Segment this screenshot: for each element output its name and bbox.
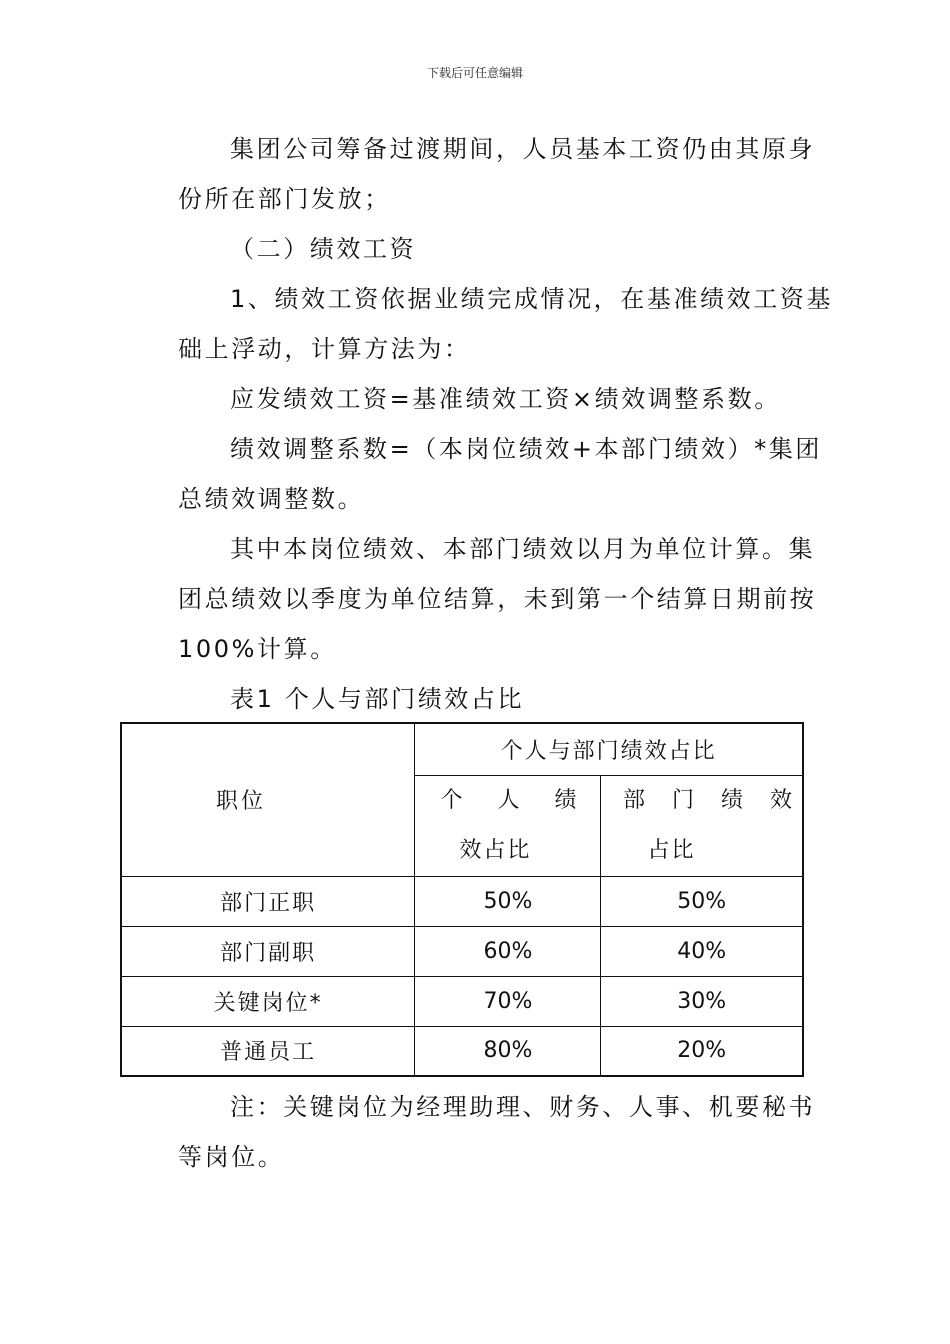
cell-dept-ratio: 20% xyxy=(601,1026,803,1076)
column-header-position: 职位 xyxy=(121,723,415,876)
cell-personal-ratio: 50% xyxy=(415,876,601,926)
column-header-dept xyxy=(601,775,803,876)
performance-ratio-table xyxy=(120,722,804,1077)
paragraph-line: 团总绩效以季度为单位结算，未到第一个结算日期前按 xyxy=(178,585,817,613)
table-row xyxy=(121,1026,803,1076)
paragraph-line: 其中本岗位绩效、本部门绩效以月为单位计算。集 xyxy=(230,535,816,563)
cell-personal-ratio: 80% xyxy=(415,1026,601,1076)
cell-position: 部门副职 xyxy=(121,926,415,976)
cell-dept-ratio: 40% xyxy=(601,926,803,976)
paragraph-line: 集团公司筹备过渡期间，人员基本工资仍由其原身 xyxy=(230,135,816,163)
cell-personal-ratio: 70% xyxy=(415,976,601,1026)
paragraph-line: 1、绩效工资依据业绩完成情况，在基准绩效工资基 xyxy=(230,285,834,313)
note-line: 注：关键岗位为经理助理、财务、人事、机要秘书 xyxy=(230,1093,816,1121)
column-header-personal xyxy=(415,775,601,876)
formula-line: 总绩效调整数。 xyxy=(178,485,365,513)
column-header-dept-line1: 部 门 绩 效 xyxy=(623,787,802,813)
formula-line: 绩效调整系数=（本岗位绩效+本部门绩效）*集团 xyxy=(230,435,823,463)
table-row xyxy=(121,926,803,976)
note-line: 等岗位。 xyxy=(178,1143,285,1171)
formula-line: 应发绩效工资=基准绩效工资×绩效调整系数。 xyxy=(230,385,781,413)
paragraph-line: 份所在部门发放； xyxy=(178,185,391,213)
page-header: 下载后可任意编辑 xyxy=(426,66,523,80)
section-heading: （二）绩效工资 xyxy=(230,235,417,263)
group-header-ratio: 个人与部门绩效占比 xyxy=(415,723,803,775)
paragraph-line: 100%计算。 xyxy=(178,635,337,663)
cell-personal-ratio: 60% xyxy=(415,926,601,976)
cell-position: 普通员工 xyxy=(121,1026,415,1076)
cell-dept-ratio: 30% xyxy=(601,976,803,1026)
cell-position: 关键岗位* xyxy=(121,976,415,1026)
cell-dept-ratio: 50% xyxy=(601,876,803,926)
column-header-dept-line2: 占比 xyxy=(647,837,696,863)
table-caption: 表1 个人与部门绩效占比 xyxy=(230,685,525,713)
paragraph-line: 础上浮动，计算方法为： xyxy=(178,335,471,363)
column-header-personal-line1: 个 人 绩 xyxy=(440,787,591,813)
cell-position: 部门正职 xyxy=(121,876,415,926)
table-row xyxy=(121,876,803,926)
column-header-personal-line2: 效占比 xyxy=(459,837,532,863)
table-row xyxy=(121,976,803,1026)
